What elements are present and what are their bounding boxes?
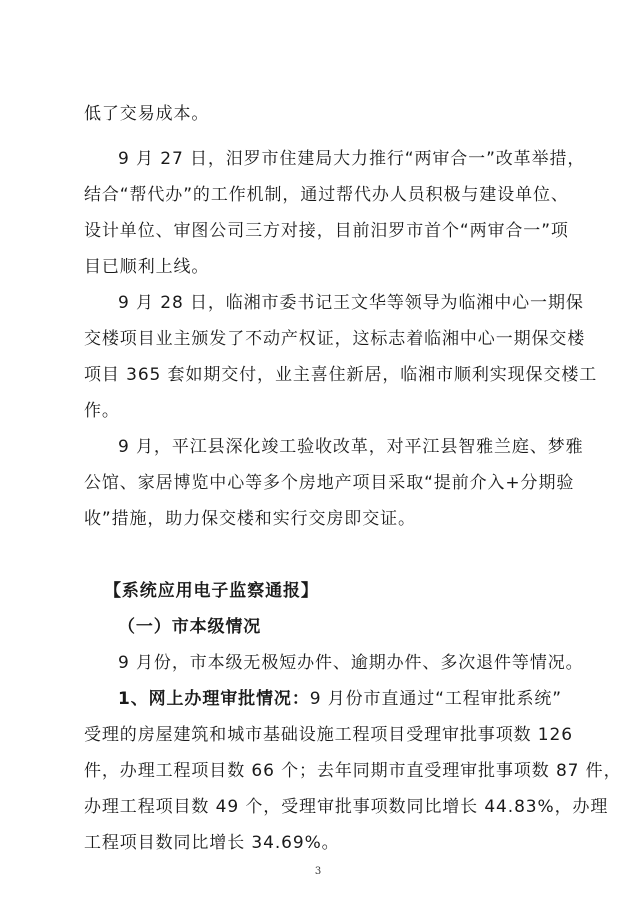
paragraph-line (118, 688, 562, 710)
paragraph-line: 9 月份，市本级无极短办件、逾期办件、多次退件等情况。 (118, 653, 584, 673)
paragraph-line: 工程项目数同比增长 34.69%。 (84, 833, 340, 853)
paragraph-line: 项目 365 套如期交付，业主喜住新居，临湘市顺利实现保交楼工 (84, 365, 598, 385)
paragraph-line: 受理的房屋建筑和城市基础设施工程项目受理审批事项数 126 (84, 725, 573, 745)
subsection-title: （一）市本级情况 (118, 617, 262, 637)
paragraph-line: 交楼项目业主颁发了不动产权证，这标志着临湘中心一期保交楼 (84, 329, 586, 349)
paragraph-line: 作。 (84, 401, 120, 421)
item-heading: 1、网上办理审批情况： (118, 689, 310, 709)
paragraph-line: 设计单位、审图公司三方对接，目前汨罗市首个“两审合一”项 (84, 221, 569, 241)
paragraph-line: 公馆、家居博览中心等多个房地产项目采取“提前介入+分期验 (84, 473, 575, 493)
paragraph-line: 9 月，平江县深化竣工验收改革，对平江县智雅兰庭、梦雅 (118, 437, 584, 457)
paragraph-line: 9 月 27 日，汨罗市住建局大力推行“两审合一”改革举措， (118, 149, 586, 169)
paragraph-line: 结合“帮代办”的工作机制，通过帮代办人员积极与建设单位、 (84, 185, 569, 205)
paragraph-line: 办理工程项目数 49 个，受理审批事项数同比增长 44.83%，办理 (84, 797, 609, 817)
section-title: 【系统应用电子监察通报】 (104, 581, 319, 601)
item-text: 9 月份市直通过“工程审批系统” (309, 689, 562, 709)
paragraph-line: 目已顺利上线。 (84, 257, 210, 277)
page-number: 3 (314, 866, 322, 877)
paragraph-line: 件，办理工程项目数 66 个；去年同期市直受理审批事项数 87 件， (84, 761, 622, 781)
paragraph-line: 收”措施，助力保交楼和实行交房即交证。 (84, 509, 416, 529)
paragraph-line: 9 月 28 日，临湘市委书记王文华等领导为临湘中心一期保 (118, 293, 584, 313)
paragraph-line: 低了交易成本。 (84, 104, 210, 124)
